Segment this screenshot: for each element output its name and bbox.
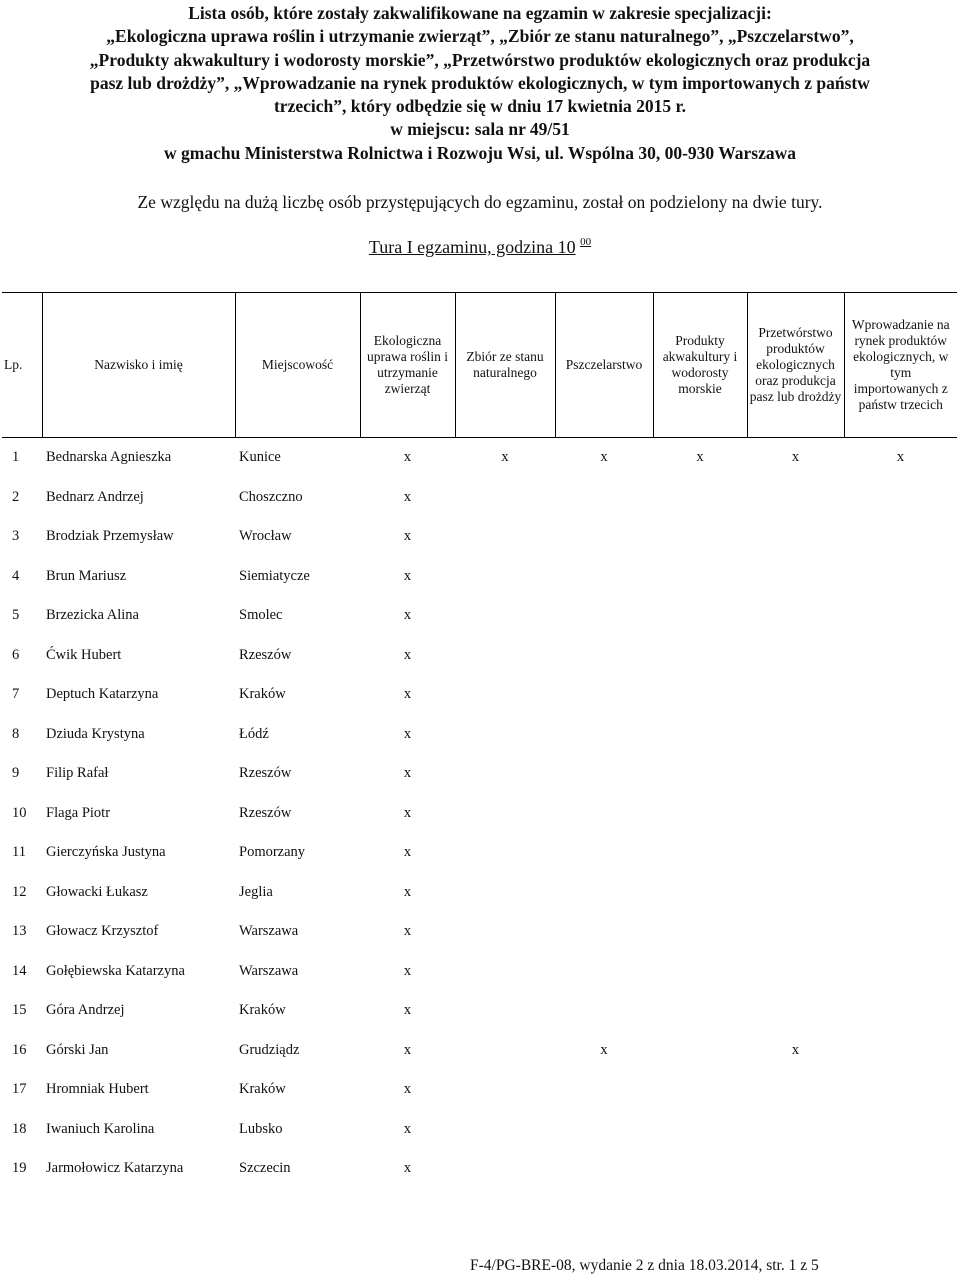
table-row bbox=[2, 517, 957, 557]
qualification-mark bbox=[653, 1110, 747, 1150]
qualification-mark bbox=[455, 873, 555, 913]
qualification-mark bbox=[653, 873, 747, 913]
qualification-mark bbox=[747, 1070, 844, 1110]
candidate-place: Pomorzany bbox=[239, 844, 306, 861]
qualification-mark: x bbox=[403, 686, 412, 703]
candidate-place: Grudziądz bbox=[239, 1041, 300, 1058]
candidate-place: Siemiatycze bbox=[239, 567, 310, 584]
candidate-place: Smolec bbox=[239, 607, 283, 624]
qualification-mark bbox=[455, 478, 555, 518]
qualification-mark bbox=[455, 833, 555, 873]
candidate-name: Dziuda Krystyna bbox=[46, 725, 145, 742]
qualification-mark bbox=[747, 557, 844, 597]
qualification-mark bbox=[844, 873, 957, 913]
qualification-mark bbox=[455, 794, 555, 834]
candidate-name: Jarmołowicz Katarzyna bbox=[46, 1160, 184, 1177]
header-line-7: w gmachu Ministerstwa Rolnictwa i Rozwoju Wsi, ul. Wspólna 30, 00-930 Warszawa bbox=[164, 142, 796, 163]
qualification-mark bbox=[555, 1149, 653, 1189]
qualification-mark bbox=[653, 991, 747, 1031]
column-header-akwakultura: Produkty akwakultury i wodorosty morskie bbox=[653, 293, 747, 438]
column-header-pszczelarstwo: Pszczelarstwo bbox=[555, 293, 653, 438]
qualification-mark bbox=[747, 517, 844, 557]
candidate-name: Góra Andrzej bbox=[46, 1002, 125, 1019]
candidate-name: Górski Jan bbox=[46, 1041, 109, 1058]
candidate-name: Brodziak Przemysław bbox=[46, 528, 174, 545]
row-number: 13 bbox=[12, 923, 27, 940]
candidate-name: Głowacki Łukasz bbox=[46, 883, 148, 900]
candidate-place: Jeglia bbox=[239, 883, 273, 900]
qualification-mark bbox=[844, 1110, 957, 1150]
qualification-mark bbox=[653, 636, 747, 676]
column-header-ekologiczna-uprawa: Ekologiczna uprawa roślin i utrzymanie zwierząt bbox=[360, 293, 455, 438]
candidate-name: Hromniak Hubert bbox=[46, 1081, 149, 1098]
qualification-mark: x bbox=[403, 725, 412, 742]
qualification-mark bbox=[555, 636, 653, 676]
qualification-mark bbox=[844, 715, 957, 755]
candidate-place: Lubsko bbox=[239, 1120, 283, 1137]
qualification-mark bbox=[844, 596, 957, 636]
header-line-5: trzecich”, który odbędzie się w dniu 17 kwietnia 2015 r. bbox=[273, 96, 687, 117]
qualification-mark bbox=[747, 675, 844, 715]
qualification-mark bbox=[455, 596, 555, 636]
qualification-mark bbox=[844, 912, 957, 952]
qualification-mark bbox=[653, 833, 747, 873]
row-number: 11 bbox=[12, 844, 26, 861]
qualification-mark bbox=[653, 517, 747, 557]
qualification-mark: x bbox=[600, 449, 608, 466]
table-row bbox=[2, 596, 957, 636]
qualification-mark bbox=[653, 675, 747, 715]
row-number: 8 bbox=[12, 725, 20, 742]
table-row bbox=[2, 715, 957, 755]
row-number: 2 bbox=[12, 488, 20, 505]
qualification-mark bbox=[653, 1070, 747, 1110]
qualification-mark bbox=[555, 794, 653, 834]
row-number: 4 bbox=[12, 567, 20, 584]
qualification-mark bbox=[555, 596, 653, 636]
qualification-mark bbox=[844, 478, 957, 518]
qualification-mark bbox=[747, 952, 844, 992]
qualification-mark bbox=[653, 715, 747, 755]
candidates-table bbox=[2, 292, 957, 1189]
candidate-name: Gołębiewska Katarzyna bbox=[46, 962, 185, 979]
qualification-mark bbox=[555, 715, 653, 755]
table-row bbox=[2, 952, 957, 992]
candidate-name: Iwaniuch Karolina bbox=[46, 1120, 155, 1137]
row-number: 10 bbox=[12, 804, 27, 821]
qualification-mark bbox=[455, 991, 555, 1031]
page-footer: F-4/PG-BRE-08, wydanie 2 z dnia 18.03.2014, str. 1 z 5 bbox=[470, 1257, 819, 1274]
session-time-superscript: 00 bbox=[580, 236, 592, 248]
exam-note: Ze względu na dużą liczbę osób przystępujących do egzaminu, został on podzielony na dwie tury. bbox=[137, 192, 823, 212]
qualification-mark: x bbox=[896, 449, 905, 466]
qualification-mark: x bbox=[403, 923, 412, 940]
candidate-place: Warszawa bbox=[239, 923, 299, 940]
qualification-mark: x bbox=[403, 765, 412, 782]
qualification-mark bbox=[747, 912, 844, 952]
qualification-mark bbox=[747, 833, 844, 873]
qualification-mark bbox=[455, 952, 555, 992]
row-number: 3 bbox=[12, 528, 20, 545]
table-row bbox=[2, 912, 957, 952]
qualification-mark: x bbox=[600, 1041, 608, 1058]
qualification-mark: x bbox=[791, 449, 800, 466]
candidate-name: Ćwik Hubert bbox=[46, 646, 122, 663]
candidate-place: Rzeszów bbox=[239, 804, 292, 821]
table-header-row bbox=[2, 293, 957, 438]
qualification-mark: x bbox=[403, 567, 412, 584]
qualification-mark: x bbox=[501, 449, 509, 466]
candidate-place: Rzeszów bbox=[239, 646, 292, 663]
candidate-place: Warszawa bbox=[239, 962, 299, 979]
row-number: 12 bbox=[12, 883, 27, 900]
session-title: Tura I egzaminu, godzina 10 bbox=[368, 237, 576, 257]
candidate-name: Flaga Piotr bbox=[46, 804, 111, 821]
qualification-mark bbox=[844, 1149, 957, 1189]
qualification-mark bbox=[844, 754, 957, 794]
row-number: 19 bbox=[12, 1160, 27, 1177]
column-header-lp: Lp. bbox=[2, 293, 42, 438]
qualification-mark bbox=[653, 596, 747, 636]
candidate-name: Bednarz Andrzej bbox=[46, 488, 144, 505]
qualification-mark bbox=[844, 952, 957, 992]
qualification-mark bbox=[747, 478, 844, 518]
qualification-mark bbox=[455, 1031, 555, 1071]
row-number: 6 bbox=[12, 646, 20, 663]
qualification-mark bbox=[747, 1110, 844, 1150]
header-line-4: pasz lub drożdży”, „Wprowadzanie na rynek produktów ekologicznych, w tym importowanych z państw bbox=[90, 72, 870, 93]
column-header-place: Miejscowość bbox=[235, 293, 360, 438]
qualification-mark bbox=[555, 912, 653, 952]
qualification-mark: x bbox=[791, 1041, 800, 1058]
qualification-mark bbox=[747, 754, 844, 794]
qualification-mark: x bbox=[403, 883, 412, 900]
qualification-mark bbox=[844, 517, 957, 557]
qualification-mark: x bbox=[403, 488, 412, 505]
qualification-mark bbox=[455, 754, 555, 794]
table-row bbox=[2, 636, 957, 676]
header-line-2: „Ekologiczna uprawa roślin i utrzymanie zwierząt”, „Zbiór ze stanu naturalnego”, „Pszczelarstwo”, bbox=[106, 26, 854, 47]
table-row bbox=[2, 754, 957, 794]
candidate-place: Łódź bbox=[239, 725, 269, 742]
qualification-mark bbox=[844, 1031, 957, 1071]
qualification-mark: x bbox=[403, 1120, 412, 1137]
candidate-place: Choszczno bbox=[239, 488, 303, 505]
candidate-place: Wrocław bbox=[239, 528, 292, 545]
candidate-name: Gierczyńska Justyna bbox=[46, 844, 166, 861]
candidate-name: Deptuch Katarzyna bbox=[46, 686, 159, 703]
qualification-mark bbox=[747, 794, 844, 834]
table-row bbox=[2, 438, 957, 478]
qualification-mark: x bbox=[403, 804, 412, 821]
qualification-mark bbox=[844, 557, 957, 597]
qualification-mark bbox=[747, 991, 844, 1031]
candidate-name: Głowacz Krzysztof bbox=[46, 923, 159, 940]
qualification-mark bbox=[555, 1110, 653, 1150]
table-row bbox=[2, 1149, 957, 1189]
table-row bbox=[2, 1031, 957, 1071]
qualification-mark bbox=[844, 833, 957, 873]
qualification-mark bbox=[555, 873, 653, 913]
qualification-mark bbox=[455, 636, 555, 676]
table-body bbox=[2, 438, 957, 1189]
candidate-place: Szczecin bbox=[239, 1160, 291, 1177]
qualification-mark bbox=[844, 636, 957, 676]
candidate-name: Brzezicka Alina bbox=[46, 607, 139, 624]
qualification-mark bbox=[555, 952, 653, 992]
column-header-zbior: Zbiór ze stanu naturalnego bbox=[455, 293, 555, 438]
session-heading bbox=[0, 236, 960, 258]
qualification-mark: x bbox=[403, 844, 412, 861]
header-line-3: „Produkty akwakultury i wodorosty morskie”, „Przetwórstwo produktów ekologicznych oraz produkcja bbox=[89, 49, 871, 70]
qualification-mark: x bbox=[403, 607, 412, 624]
row-number: 18 bbox=[12, 1120, 27, 1137]
candidate-name: Brun Mariusz bbox=[46, 567, 127, 584]
row-number: 5 bbox=[12, 607, 20, 624]
qualification-mark: x bbox=[696, 449, 704, 466]
table-row bbox=[2, 478, 957, 518]
candidate-name: Bednarska Agnieszka bbox=[46, 449, 172, 466]
qualification-mark bbox=[555, 833, 653, 873]
qualification-mark: x bbox=[403, 1041, 412, 1058]
candidate-place: Kunice bbox=[239, 449, 281, 466]
column-header-przetworstwo: Przetwórstwo produktów ekologicznych oraz produkcja pasz lub drożdży bbox=[747, 293, 844, 438]
table-row bbox=[2, 557, 957, 597]
qualification-mark bbox=[455, 1110, 555, 1150]
column-header-name: Nazwisko i imię bbox=[42, 293, 235, 438]
qualification-mark bbox=[844, 1070, 957, 1110]
qualification-mark bbox=[455, 715, 555, 755]
candidate-place: Kraków bbox=[239, 1002, 286, 1019]
qualification-mark bbox=[653, 952, 747, 992]
qualification-mark bbox=[455, 557, 555, 597]
qualification-mark bbox=[455, 517, 555, 557]
qualification-mark bbox=[844, 991, 957, 1031]
candidate-place: Kraków bbox=[239, 1081, 286, 1098]
candidate-place: Rzeszów bbox=[239, 765, 292, 782]
qualification-mark bbox=[653, 794, 747, 834]
qualification-mark bbox=[555, 1070, 653, 1110]
qualification-mark bbox=[455, 912, 555, 952]
qualification-mark bbox=[653, 912, 747, 952]
qualification-mark bbox=[555, 675, 653, 715]
table-row bbox=[2, 1110, 957, 1150]
qualification-mark bbox=[844, 794, 957, 834]
row-number: 1 bbox=[12, 449, 20, 466]
qualification-mark bbox=[455, 1070, 555, 1110]
document-header bbox=[0, 2, 960, 165]
qualification-mark bbox=[555, 557, 653, 597]
table-row bbox=[2, 991, 957, 1031]
qualification-mark bbox=[455, 675, 555, 715]
qualification-mark bbox=[653, 1031, 747, 1071]
qualification-mark bbox=[747, 1149, 844, 1189]
table-row bbox=[2, 833, 957, 873]
row-number: 14 bbox=[12, 962, 27, 979]
qualification-mark: x bbox=[403, 1002, 412, 1019]
qualification-mark: x bbox=[403, 962, 412, 979]
candidate-name: Filip Rafał bbox=[46, 765, 109, 782]
qualification-mark: x bbox=[403, 1160, 412, 1177]
header-line-6: w miejscu: sala nr 49/51 bbox=[390, 119, 570, 140]
qualification-mark: x bbox=[403, 528, 412, 545]
qualification-mark bbox=[653, 1149, 747, 1189]
qualification-mark bbox=[747, 873, 844, 913]
column-header-wprowadzanie: Wprowadzanie na rynek produktów ekologicznych, w tym importowanych z państw trzecich bbox=[844, 293, 957, 438]
row-number: 17 bbox=[12, 1081, 27, 1098]
qualification-mark: x bbox=[403, 1081, 412, 1098]
qualification-mark: x bbox=[403, 449, 412, 466]
qualification-mark: x bbox=[403, 646, 412, 663]
qualification-mark bbox=[653, 557, 747, 597]
row-number: 7 bbox=[12, 686, 20, 703]
candidate-place: Kraków bbox=[239, 686, 286, 703]
qualification-mark bbox=[653, 478, 747, 518]
qualification-mark bbox=[555, 517, 653, 557]
qualification-mark bbox=[555, 478, 653, 518]
table-row bbox=[2, 675, 957, 715]
qualification-mark bbox=[555, 991, 653, 1031]
qualification-mark bbox=[455, 1149, 555, 1189]
qualification-mark bbox=[747, 636, 844, 676]
row-number: 15 bbox=[12, 1002, 27, 1019]
qualification-mark bbox=[653, 754, 747, 794]
table-row bbox=[2, 873, 957, 913]
qualification-mark bbox=[555, 754, 653, 794]
qualification-mark bbox=[844, 675, 957, 715]
row-number: 9 bbox=[12, 765, 20, 782]
qualification-mark bbox=[747, 596, 844, 636]
table-row bbox=[2, 1070, 957, 1110]
header-line-1: Lista osób, które zostały zakwalifikowane na egzamin w zakresie specjalizacji: bbox=[188, 3, 772, 23]
row-number: 16 bbox=[12, 1041, 27, 1058]
table-row bbox=[2, 794, 957, 834]
qualification-mark bbox=[747, 715, 844, 755]
